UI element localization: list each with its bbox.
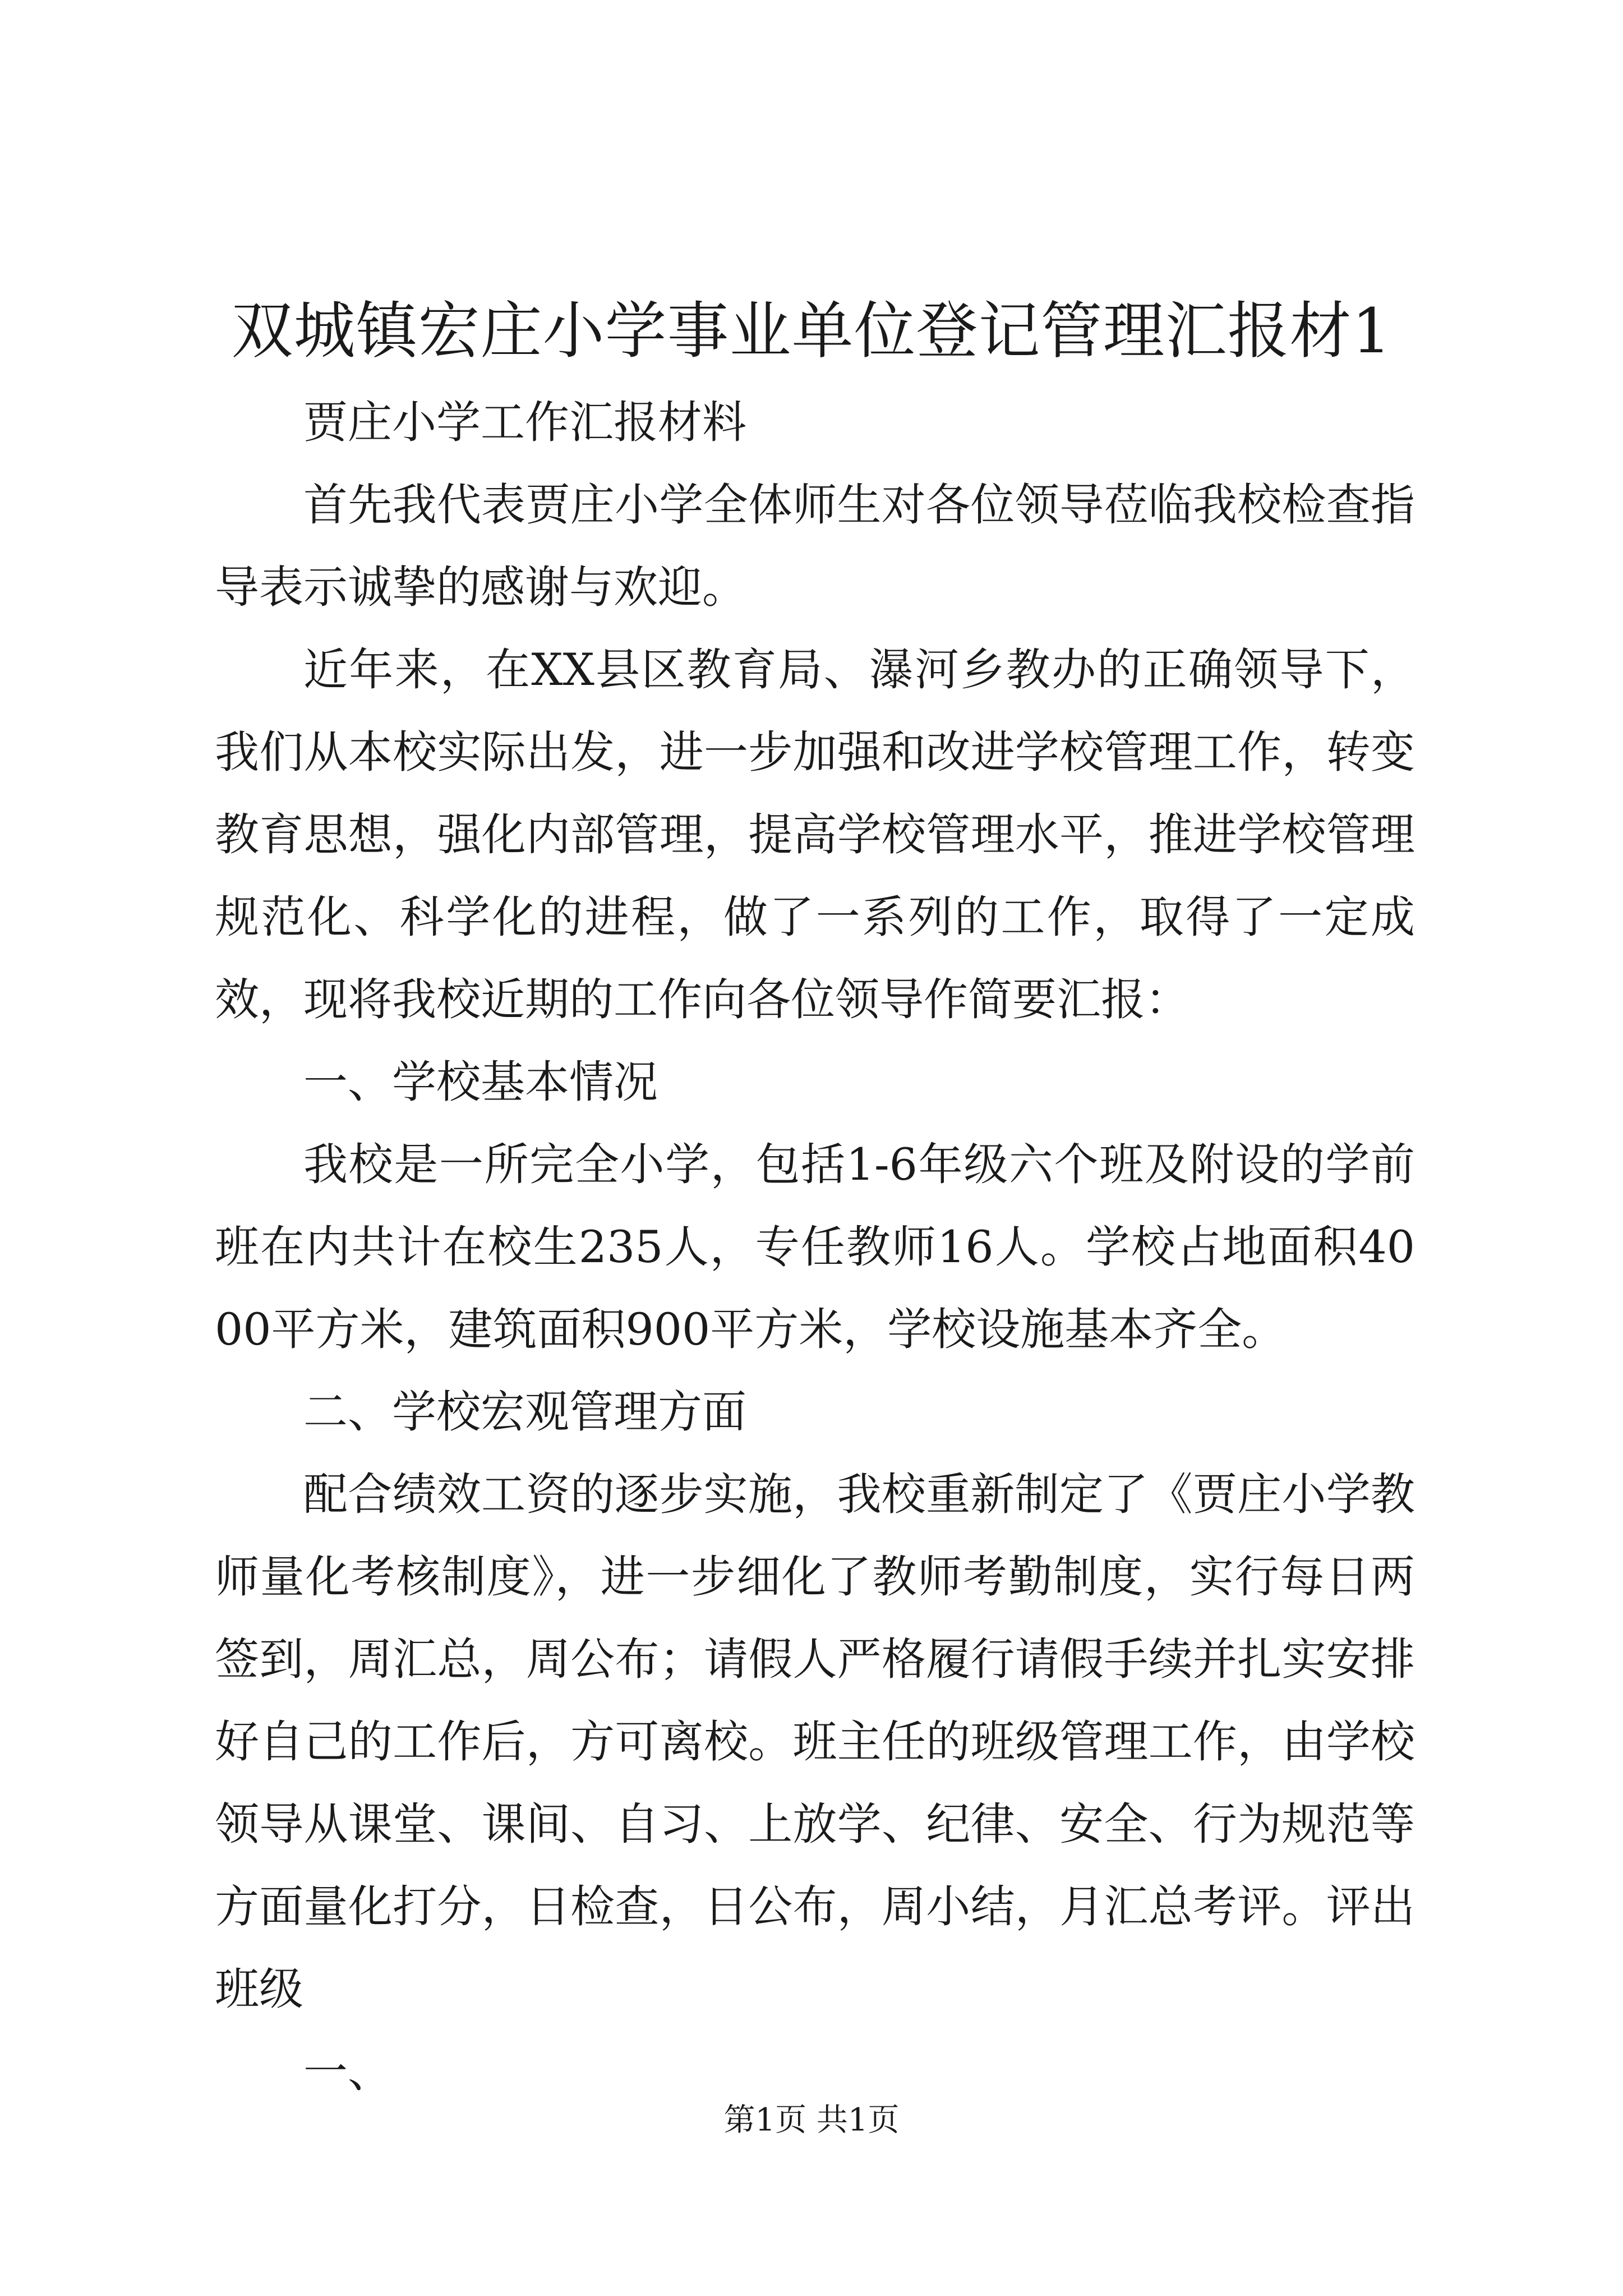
page-footer: 第1页 共1页 (723, 2102, 900, 2138)
section-heading-basic-info: 一、学校基本情况 (303, 1056, 658, 1108)
document-body (215, 381, 1415, 2113)
paragraph-greeting: 首先我代表贾庄小学全体师生对各位领导莅临我校检查指导表示诚挚的感谢与欢迎。 (215, 479, 1415, 613)
paragraph-management: 配合绩效工资的逐步实施，我校重新制定了《贾庄小学教师量化考核制度》，进一步细化了教师考勤制度，实行每日两签到，周汇总，周公布；请假人严格履行请假手续并扎实安排好自己的工作后，方可离校。班主任的班级管理工作，由学校领导从课堂、课间、自习、上放学、纪律、安全、行为规范等方面量化打分，日检查，日公布，周小结，月汇总考评。评出班级 (215, 1469, 1415, 2015)
section-heading-management: 二、学校宏观管理方面 (303, 1386, 746, 1438)
document-title: 双城镇宏庄小学事业单位登记管理汇报材1 (231, 295, 1392, 367)
paragraph-intro: 近年来，在XX县区教育局、瀑河乡教办的正确领导下，我们从本校实际出发，进一步加强和改进学校管理工作，转变教育思想，强化内部管理，提高学校管理水平，推进学校管理规范化、科学化的进程，做了一系列的工作，取得了一定成效，现将我校近期的工作向各位领导作简要汇报： (215, 644, 1415, 1025)
paragraph-basic-info: 我校是一所完全小学，包括1-6年级六个班及附设的学前班在内共计在校生235人，专任教师16人。学校占地面积4000平方米，建筑面积900平方米，学校设施基本齐全。 (215, 1139, 1415, 1355)
paragraph-trailing-heading: 一、 (303, 2046, 392, 2097)
paragraph-subtitle: 贾庄小学工作汇报材料 (303, 397, 746, 448)
